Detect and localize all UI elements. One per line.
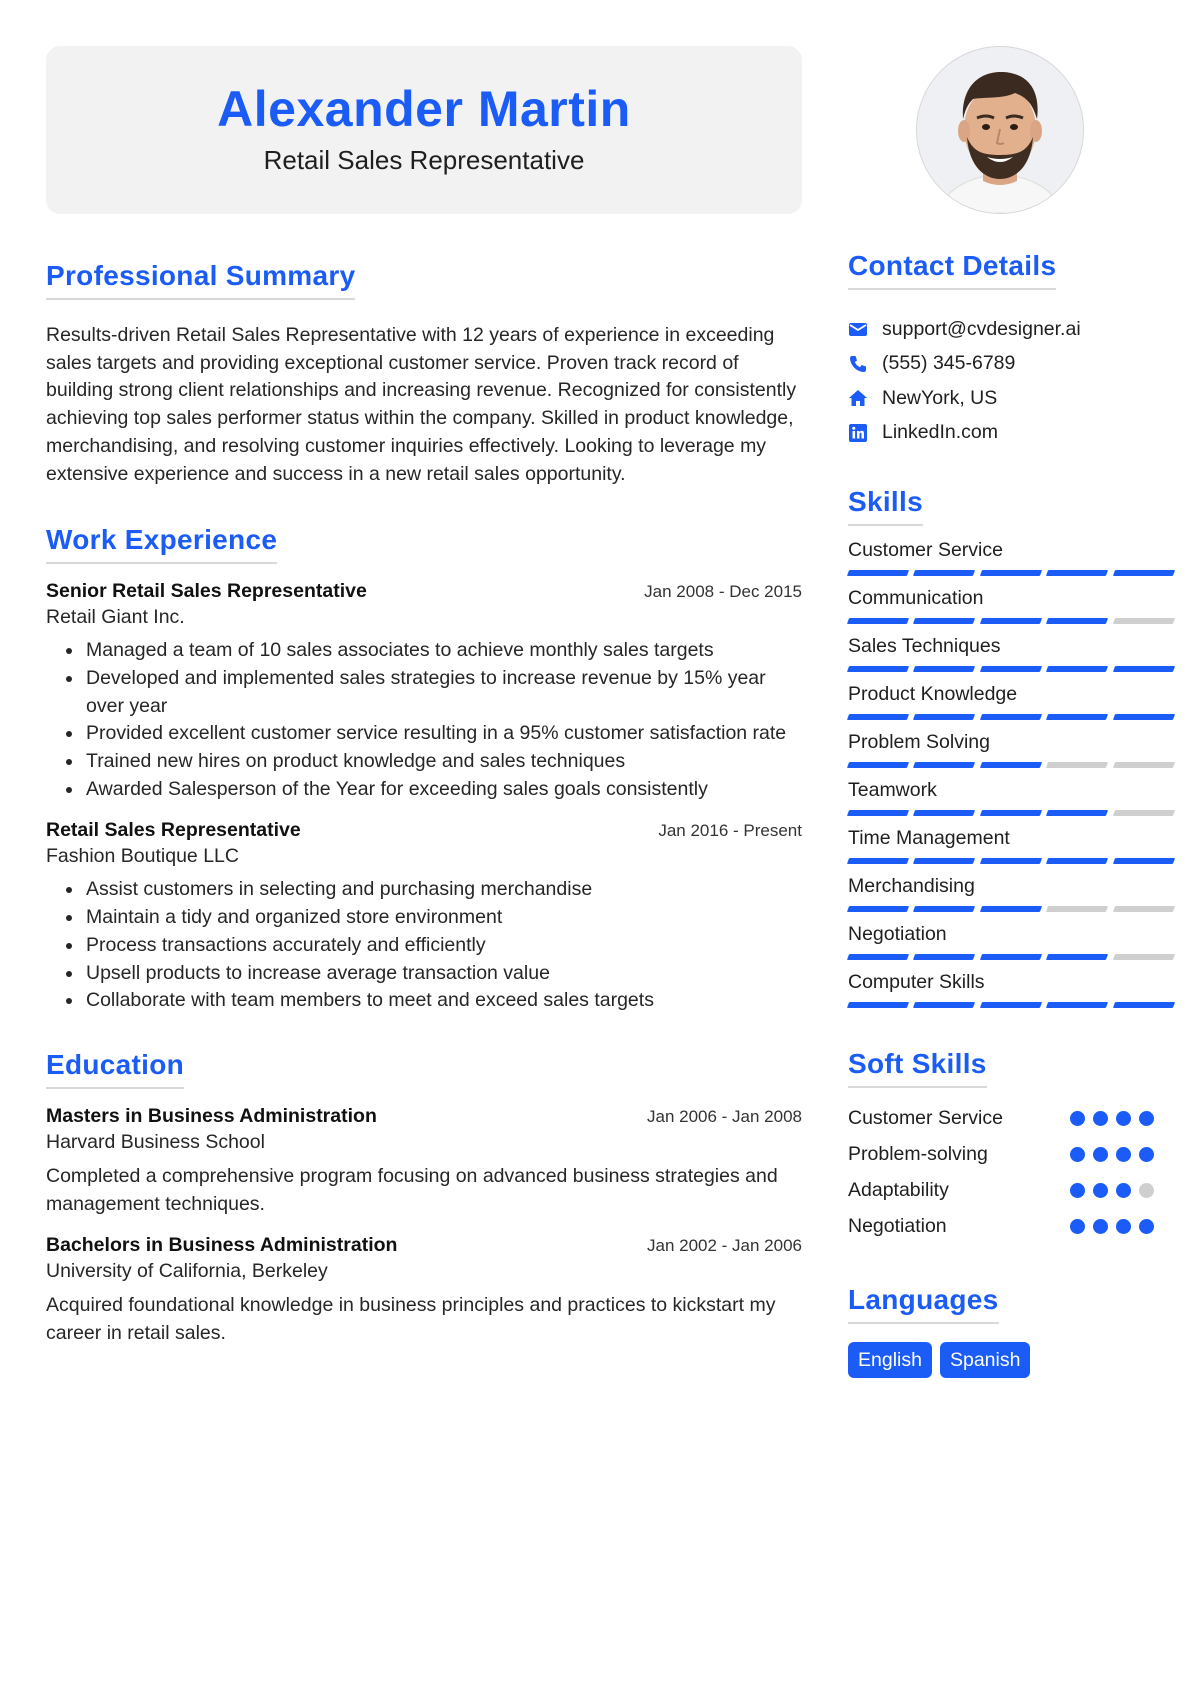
skill-level-segment [913,858,976,864]
soft-skill-rating [1070,1147,1154,1162]
skill-level-segment [1113,1002,1176,1008]
skill-level-segment [1046,906,1109,912]
skill-level-bar [848,762,1174,768]
skill-level-segment [980,1002,1043,1008]
soft-skill-label: Problem-solving [848,1142,988,1165]
rating-dot [1139,1183,1154,1198]
contact-location-text: NewYork, US [882,386,998,409]
main-column [46,260,802,1347]
rating-dot [1070,1147,1085,1162]
languages-section [848,1284,1174,1378]
skill-level-segment [913,954,976,960]
skill-item [848,778,1174,816]
soft-skill-rating [1070,1219,1154,1234]
skill-level-segment [847,954,910,960]
skill-level-bar [848,666,1174,672]
skill-level-segment [980,618,1043,624]
skill-level-bar [848,1002,1174,1008]
skill-level-segment [847,906,910,912]
skill-level-segment [980,714,1043,720]
skill-level-segment [1113,762,1176,768]
skill-item [848,586,1174,624]
skill-level-bar [848,570,1174,576]
skill-item [848,970,1174,1008]
skill-level-segment [980,954,1043,960]
skill-level-segment [847,570,910,576]
skill-level-segment [1113,954,1176,960]
skill-level-segment [1046,858,1109,864]
skill-level-segment [1113,906,1176,912]
skill-level-segment [1113,570,1176,576]
skill-level-segment [1046,810,1109,816]
degree-date: Jan 2006 - Jan 2008 [646,1106,802,1126]
soft-skill-label: Adaptability [848,1178,949,1201]
skill-level-segment [1046,714,1109,720]
rating-dot [1093,1219,1108,1234]
languages-heading: Languages [848,1284,999,1324]
contact-email-text: support@cvdesigner.ai [882,317,1081,340]
job-bullet: • Collaborate with team members to meet and exceed sales targets [84,987,802,1015]
rating-dot [1070,1111,1085,1126]
soft-skill-item [848,1208,1174,1244]
contact-phone[interactable] [848,347,1174,382]
skill-level-segment [980,810,1043,816]
soft-skill-rating [1070,1183,1154,1198]
job-bullet: • Process transactions accurately and efficiently [84,932,802,960]
skill-level-segment [913,810,976,816]
soft-skill-item [848,1136,1174,1172]
school-name: Harvard Business School [46,1130,265,1153]
skill-item [848,538,1174,576]
skill-level-segment [980,666,1043,672]
skill-level-segment [913,570,976,576]
experience-section [46,524,802,1015]
skill-label: Customer Service [848,539,1003,561]
skill-label: Communication [848,587,984,609]
skill-item [848,874,1174,912]
candidate-name: Alexander Martin [217,81,631,137]
skill-label: Teamwork [848,779,937,801]
skill-level-segment [980,858,1043,864]
skill-item [848,826,1174,864]
phone-icon [848,354,868,374]
job-date: Jan 2008 - Dec 2015 [644,582,802,602]
job-bullet: • Trained new hires on product knowledge and sales techniques [84,748,802,776]
job-bullets [46,637,802,803]
job-company: Fashion Boutique LLC [46,845,239,868]
skill-level-bar [848,618,1174,624]
contact-section [848,250,1174,450]
job-title: Retail Sales Representative [46,819,301,842]
school-name: University of California, Berkeley [46,1259,328,1282]
rating-dot [1116,1111,1131,1126]
skill-label: Problem Solving [848,731,990,753]
soft-skills-heading: Soft Skills [848,1048,987,1088]
skill-level-segment [980,762,1043,768]
skill-level-segment [1046,618,1109,624]
skills-section [848,486,1174,1008]
skill-level-segment [1113,810,1176,816]
education-entry [46,1105,802,1218]
rating-dot [1139,1147,1154,1162]
skill-level-segment [980,906,1043,912]
skill-level-segment [847,666,910,672]
degree-date: Jan 2002 - Jan 2006 [646,1235,802,1255]
skill-label: Product Knowledge [848,683,1018,705]
skill-level-segment [1046,570,1109,576]
header-card [46,46,802,214]
skill-item [848,634,1174,672]
job-bullet: • Provided excellent customer service resulting in a 95% customer satisfaction rate [84,720,802,748]
linkedin-icon [848,423,868,443]
skill-level-segment [980,570,1043,576]
job-bullet: • Awarded Salesperson of the Year for exceeding sales goals consistently [84,776,802,804]
skill-level-segment [847,618,910,624]
skill-item [848,682,1174,720]
skill-level-segment [913,762,976,768]
degree-title: Bachelors in Business Administration [46,1233,398,1256]
summary-section [46,260,802,488]
job-title: Senior Retail Sales Representative [46,580,367,603]
soft-skills-section [848,1048,1174,1244]
skill-label: Sales Techniques [848,635,1001,657]
contact-email[interactable] [848,312,1174,347]
education-entry [46,1234,802,1347]
skill-level-segment [1113,618,1176,624]
contact-heading: Contact Details [848,250,1056,290]
job-bullets [46,876,802,1015]
skill-label: Time Management [848,827,1010,849]
summary-heading: Professional Summary [46,260,355,300]
skill-item [848,730,1174,768]
job-bullet: • Maintain a tidy and organized store environment [84,904,802,932]
skill-level-segment [913,666,976,672]
rating-dot [1139,1111,1154,1126]
contact-linkedin[interactable] [848,416,1174,451]
skill-label: Computer Skills [848,971,985,993]
job-date: Jan 2016 - Present [658,821,802,841]
rating-dot [1116,1183,1131,1198]
contact-phone-text: (555) 345-6789 [882,352,1016,375]
skill-level-segment [1046,954,1109,960]
skill-level-segment [1113,714,1176,720]
skill-level-segment [847,762,910,768]
job-entry [46,819,802,1015]
skill-label: Negotiation [848,923,947,945]
rating-dot [1116,1219,1131,1234]
skill-level-segment [913,1002,976,1008]
skill-level-segment [1046,666,1109,672]
job-company: Retail Giant Inc. [46,606,185,629]
portrait-photo [917,47,1083,213]
home-icon [848,388,868,408]
summary-text: Results-driven Retail Sales Representative with 12 years of experience in exceeding sales targets and providing exceptional customer service. Proven track record of building strong client relationships and increasing revenue. Recognized for consistently achieving top sales performer status within the company. Skilled in product knowledge, merchandising, and resolving customer inquiries effectively. Looking to leverage my extensive experience and success in a new retail sales opportunity. [46,324,797,485]
degree-title: Masters in Business Administration [46,1104,377,1127]
soft-skills-list [848,1100,1174,1244]
skills-list [848,538,1174,1008]
education-heading: Education [46,1049,184,1089]
rating-dot [1093,1147,1108,1162]
skill-level-segment [1046,1002,1109,1008]
languages-list [848,1342,1174,1378]
soft-skill-label: Customer Service [848,1106,1003,1129]
soft-skill-rating [1070,1111,1154,1126]
rating-dot [1116,1147,1131,1162]
soft-skill-label: Negotiation [848,1214,947,1237]
skill-level-segment [913,618,976,624]
skill-level-segment [847,714,910,720]
rating-dot [1070,1219,1085,1234]
rating-dot [1093,1183,1108,1198]
avatar [916,46,1084,214]
job-entry [46,580,802,803]
rating-dot [1139,1219,1154,1234]
skill-item [848,922,1174,960]
contact-location [848,381,1174,416]
job-bullet: • Upsell products to increase average transaction value [84,960,802,988]
skill-label: Merchandising [848,875,975,897]
rating-dot [1093,1111,1108,1126]
education-section [46,1049,802,1347]
candidate-role: Retail Sales Representative [263,145,585,175]
skill-level-bar [848,714,1174,720]
envelope-icon [848,319,868,339]
job-bullet: • Managed a team of 10 sales associates to achieve monthly sales targets [84,637,802,665]
experience-heading: Work Experience [46,524,277,564]
skill-level-segment [847,810,910,816]
skill-level-bar [848,906,1174,912]
skill-level-segment [1113,666,1176,672]
language-badge: Spanish [940,1342,1030,1378]
rating-dot [1070,1183,1085,1198]
skill-level-segment [1046,762,1109,768]
soft-skill-item [848,1172,1174,1208]
skill-level-bar [848,810,1174,816]
skill-level-segment [847,1002,910,1008]
job-bullet: • Developed and implemented sales strategies to increase revenue by 15% year over year [84,665,802,720]
contact-list [848,312,1174,450]
sidebar-column [848,250,1174,1378]
soft-skill-item [848,1100,1174,1136]
skill-level-segment [1113,858,1176,864]
degree-description: Completed a comprehensive program focusing on advanced business strategies and management techniques. [46,1164,778,1215]
skill-level-bar [848,858,1174,864]
contact-linkedin-text: LinkedIn.com [882,421,998,444]
degree-description: Acquired foundational knowledge in business principles and practices to kickstart my career in retail sales. [46,1293,776,1344]
skills-heading: Skills [848,486,923,526]
skill-level-segment [913,906,976,912]
skill-level-segment [913,714,976,720]
language-badge: English [848,1342,932,1378]
job-bullet: • Assist customers in selecting and purchasing merchandise [84,876,802,904]
skill-level-bar [848,954,1174,960]
skill-level-segment [847,858,910,864]
